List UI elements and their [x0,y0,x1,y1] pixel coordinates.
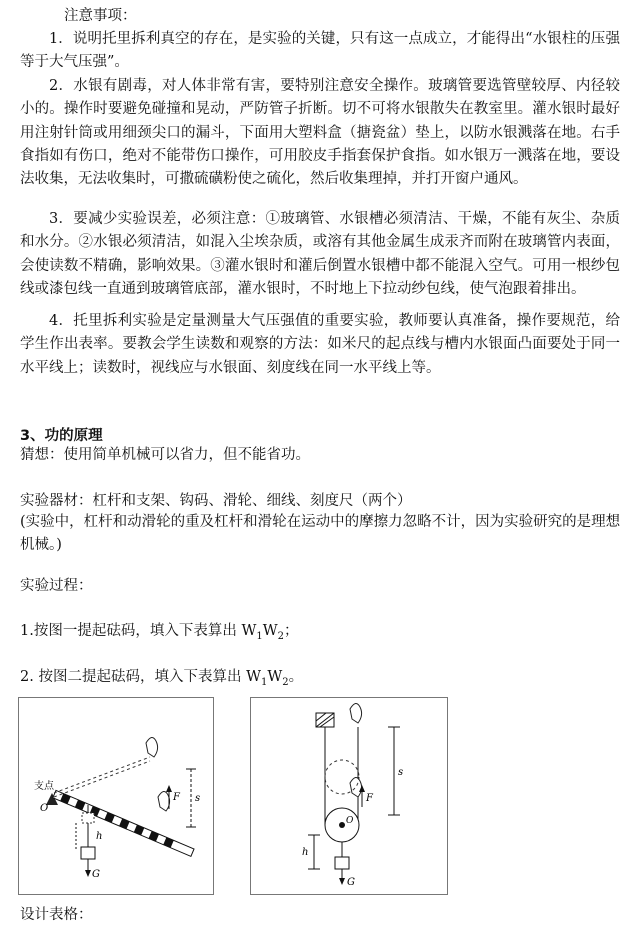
figure-pulley [250,697,448,899]
svg-text:s: s [195,793,201,804]
svg-text:O: O [40,803,49,814]
note-2: 2．水银有剧毒，对人体非常有害，要特别注意安全操作。玻璃管要选管壁较厚、内径较小的。操作时要避免碰撞和晃动，严防管子折断。切不可将水银散失在教室里。灌水银时最好用注射针筒或用细颈尖口的漏斗，下面用大塑料盒（搪瓷盆）垫上，以防水银溅落在地。右手食指如有伤口，绝对不能带伤口操作，可用胶皮手指套保护食指。如水银万一溅落在地，要设法收集，无法收集时，可撒硫磺粉使之硫化，然后收集理掉，并打开窗户通风。 [20,78,620,188]
svg-text:s: s [398,767,404,778]
step-2: 2. 按图二提起砝码，填入下表算出 $W_1W_2$。 [20,669,304,688]
svg-text:F: F [173,792,180,803]
svg-text:G: G [347,877,355,888]
figure-lever [18,697,214,899]
note-3: 3．要减少实验误差，必须注意：①玻璃管、水银槽必须清洁、干燥，不能有灰尘、杂质和水分。②水银必须清洁，如混入尘埃杂质，或溶有其他金属生成汞齐而附在玻璃管内表面，会使读数不精确，影响效果。③灌水银时和灌后倒置水银槽中都不能混入空气。可用一根纱包线或漆包线一直通到玻璃管底部，灌水银时，不时地上下拉动纱包线，使气泡跟着排出。 [20,211,620,297]
notes-heading: 注意事项： [64,8,137,24]
design-table-heading: 设计表格： [20,907,93,923]
process-heading: 实验过程： [20,578,93,594]
svg-text:h: h [96,831,103,842]
svg-text:h: h [302,847,309,858]
equipment-text: 实验器材：杠杆和支架、钩码、滑轮、细线、刻度尺（两个） [20,493,412,509]
note-4: 4．托里拆利实验是定量测量大气压强值的重要实验，教师要认真准备，操作要规范，给学生作出表率。要教会学生读数和观察的方法：如米尺的起点线与槽内水银面凸面要处于同一水平线上；读数时，视线应与水银面、刻度线在同一水平线上等。 [20,313,620,376]
fulcrum-label: 支点 [34,781,54,792]
note-1: 1．说明托里拆利真空的存在，是实验的关键，只有这一点成立，才能得出“水银柱的压强等于大气压强”。 [20,31,620,71]
guess-text: 猜想：使用简单机械可以省力，但不能省功。 [20,447,310,463]
svg-text:G: G [92,869,100,880]
step-1: 1.按图一提起砝码，填入下表算出 $W_1W_2$； [20,623,299,642]
section-heading: 3、功的原理 [20,428,103,444]
svg-text:O: O [346,816,354,826]
equipment-note: (实验中，杠杆和动滑轮的重及杠杆和滑轮在运动中的摩擦力忽略不计，因为实验研究的是理想机械。) [20,514,621,553]
svg-text:F: F [366,793,373,804]
